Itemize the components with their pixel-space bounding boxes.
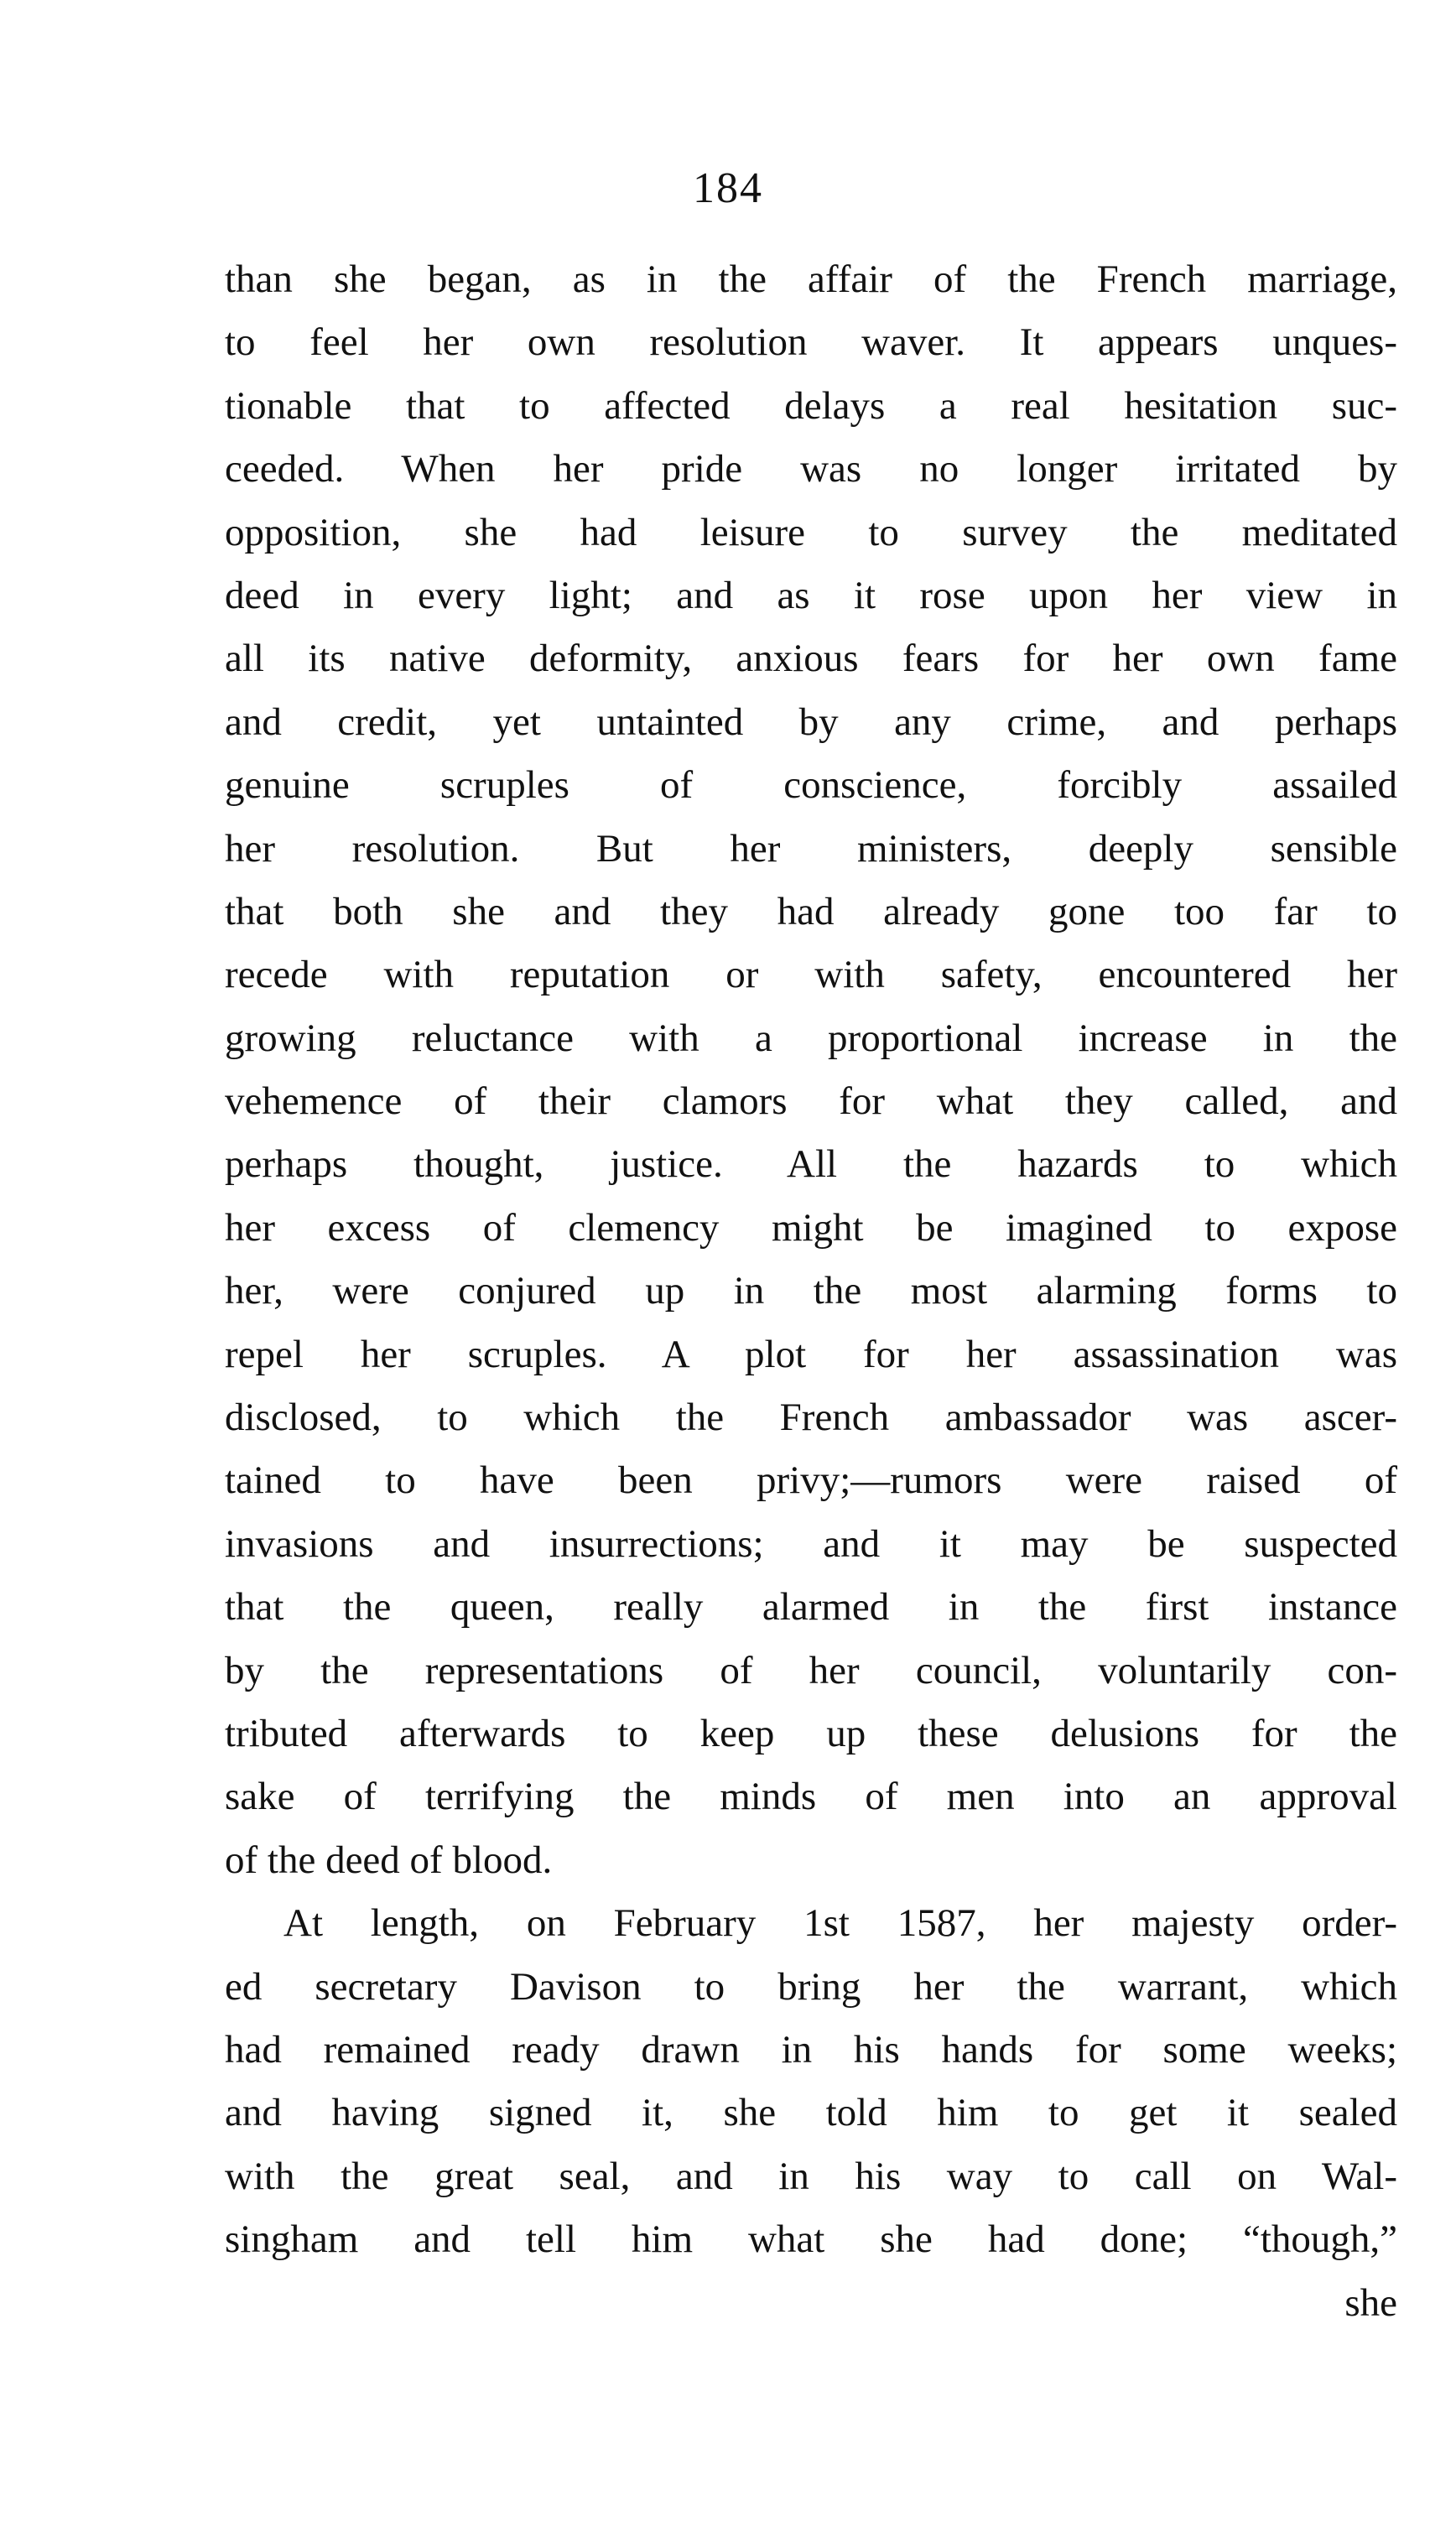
text-line: At length, on February 1st 1587, her majesty order- xyxy=(283,1901,1397,1946)
paragraph-2 xyxy=(225,1892,1397,2271)
text-line: tionable that to affected delays a real hesitation suc- xyxy=(225,383,1397,428)
text-line: tained to have been privy;—rumors were raised of xyxy=(225,1458,1397,1503)
text-line: genuine scruples of conscience, forcibly assailed xyxy=(225,763,1397,808)
text-line: growing reluctance with a proportional increase in the xyxy=(225,1016,1397,1060)
text-line: invasions and insurrections; and it may be suspected xyxy=(225,1521,1397,1566)
text-line: and credit, yet untainted by any crime, and perhaps xyxy=(225,699,1397,744)
text-line: had remained ready drawn in his hands for some weeks; xyxy=(225,2027,1397,2072)
text-line: deed in every light; and as it rose upon her view in xyxy=(225,573,1397,617)
text-line: vehemence of their clamors for what they called, and xyxy=(225,1079,1397,1124)
text-line: and having signed it, she told him to get it sealed xyxy=(225,2091,1397,2135)
text-line: perhaps thought, justice. All the hazards to which xyxy=(225,1142,1397,1187)
text-line: than she began, as in the affair of the French marriage, xyxy=(225,257,1397,301)
text-line: to feel her own resolution waver. It appears unques- xyxy=(225,320,1397,365)
text-line: with the great seal, and in his way to call on Wal- xyxy=(225,2154,1397,2198)
text-line: opposition, she had leisure to survey the meditated xyxy=(225,510,1397,554)
catchword: she xyxy=(1344,2280,1397,2325)
text-line: recede with reputation or with safety, encountered her xyxy=(225,953,1397,997)
body-text xyxy=(225,248,1397,2335)
text-line: tributed afterwards to keep up these delusions for the xyxy=(225,1711,1397,1755)
text-line: her, were conjured up in the most alarming forms to xyxy=(225,1269,1397,1313)
page-number: 184 xyxy=(693,164,763,212)
text-line: that the queen, really alarmed in the first instance xyxy=(225,1585,1397,1630)
text-line: disclosed, to which the French ambassador was ascer- xyxy=(225,1396,1397,1440)
paragraph-1 xyxy=(225,248,1397,1892)
text-line: singham and tell him what she had done; “though,” xyxy=(225,2217,1397,2262)
text-line: by the representations of her council, voluntarily con- xyxy=(225,1648,1397,1692)
text-line: her excess of clemency might be imagined to expose xyxy=(225,1205,1397,1250)
text-line: that both she and they had already gone too far to xyxy=(225,889,1397,933)
text-line: of the deed of blood. xyxy=(225,1838,553,1882)
text-line: sake of terrifying the minds of men into an approval xyxy=(225,1775,1397,1819)
text-line: repel her scruples. A plot for her assassination was xyxy=(225,1332,1397,1376)
text-line: ed secretary Davison to bring her the warrant, which xyxy=(225,1964,1397,2009)
text-line: all its native deformity, anxious fears for her own fame xyxy=(225,637,1397,681)
text-line: ceeded. When her pride was no longer irritated by xyxy=(225,447,1397,491)
text-line: her resolution. But her ministers, deeply sensible xyxy=(225,826,1397,871)
